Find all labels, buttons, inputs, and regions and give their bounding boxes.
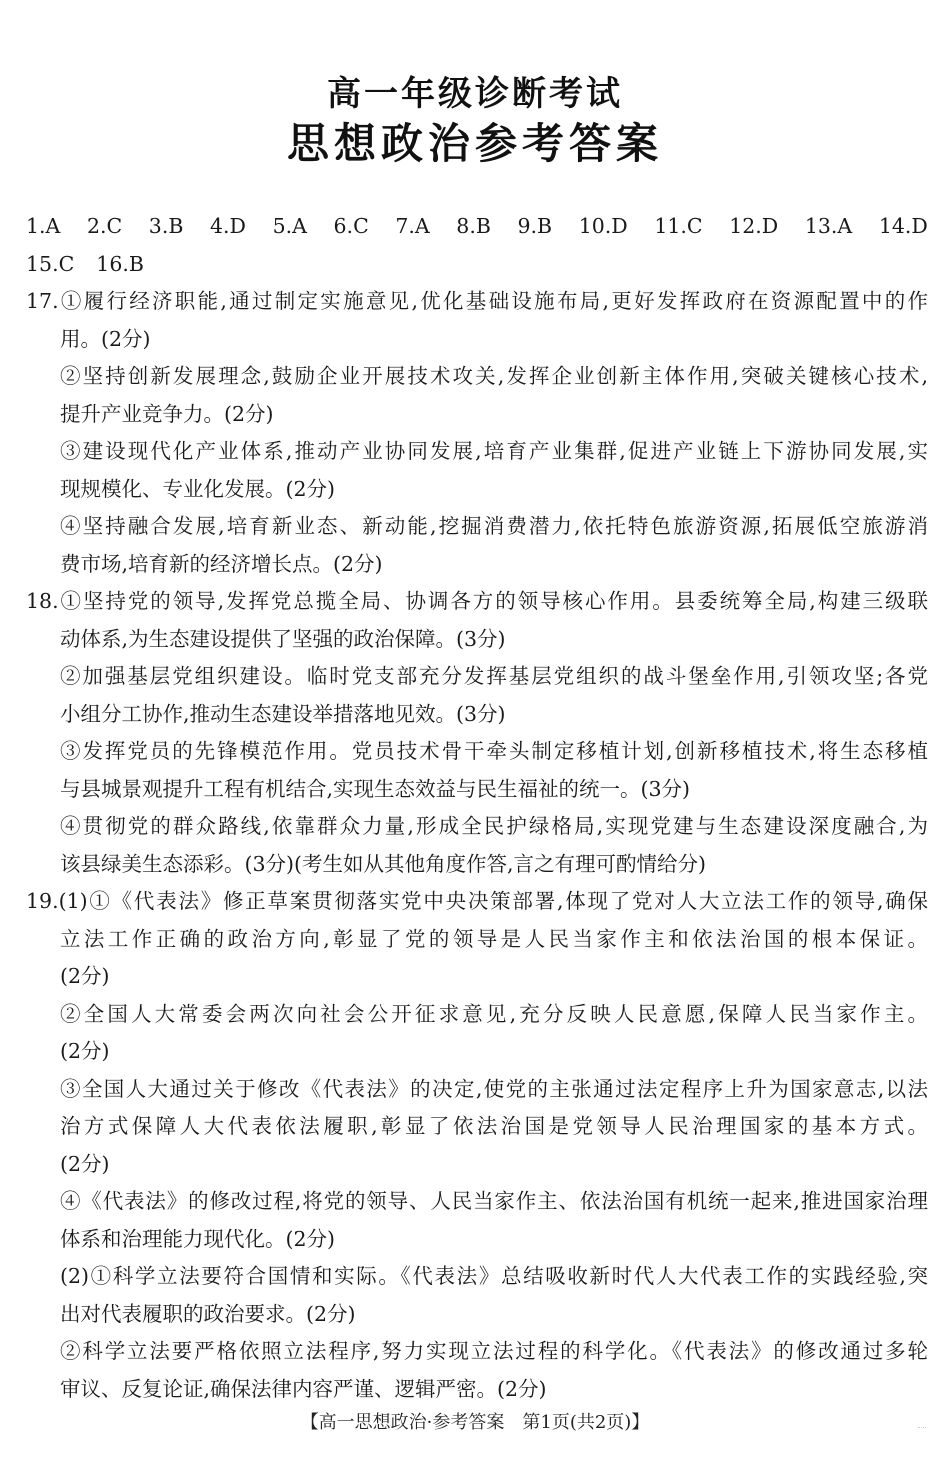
mc-answer: 5.A — [272, 214, 307, 238]
mc-answer: 1.A — [26, 214, 61, 238]
answer-line: ③全国人大通过关于修改《代表法》的决定,使党的主张通过法定程序上升为国家意志,以法 — [60, 1076, 928, 1101]
answer-line: 与县城景观提升工程有机结合,实现生态效益与民生福祉的统一。(3分) — [60, 776, 691, 801]
answer-line: ④贯彻党的群众路线,依靠群众力量,形成全民护绿格局,实现党建与生态建设深度融合,为 — [60, 814, 928, 838]
mc-answer: 4.D — [209, 214, 246, 238]
mc-answer: 12.D — [729, 214, 779, 238]
answer-line: ②加强基层党组织建设。临时党支部充分发挥基层党组织的战斗堡垒作用,引领攻坚;各党 — [60, 664, 928, 688]
multiple-choice-row-1 — [26, 208, 928, 246]
mc-answer: 15.C — [26, 251, 75, 276]
answer-line: 立法工作正确的政治方向,彰显了党的领导是人民当家作主和依法治国的根本保证。 — [60, 926, 928, 951]
answer-line: (2分) — [60, 964, 110, 988]
mc-answer: 11.C — [654, 214, 703, 238]
answer-line: 提升产业竞争力。(2分) — [60, 401, 274, 426]
question-18 — [26, 583, 928, 883]
answer-line: 治方式保障人大代表依法履职,彰显了依法治国是党领导人民治理国家的基本方式。 — [60, 1114, 928, 1138]
answer-line: ②坚持创新发展理念,鼓励企业开展技术攻关,发挥企业创新主体作用,突破关键核心技术, — [60, 364, 928, 388]
answer-line: 体系和治理能力现代化。(2分) — [60, 1226, 336, 1251]
mc-answer: 3.B — [148, 214, 184, 238]
mc-answer: 9.B — [517, 214, 553, 238]
mc-answer: 8.B — [456, 214, 491, 238]
answer-line: 17.①履行经济职能,通过制定实施意见,优化基础设施布局,更好发挥政府在资源配置中的作 — [26, 289, 928, 313]
answer-line: 审议、反复论证,确保法律内容严谨、逻辑严密。(2分) — [60, 1376, 547, 1401]
answer-line: ③发挥党员的先锋模范作用。党员技术骨干牵头制定移植计划,创新移植技术,将生态移植 — [60, 739, 928, 763]
document-title: 高一年级诊断考试 — [327, 74, 623, 114]
answer-line: 动体系,为生态建设提供了坚强的政治保障。(3分) — [60, 626, 506, 651]
answer-line: 小组分工协作,推动生态建设举措落地见效。(3分) — [60, 701, 506, 726]
answer-line: 用。(2分) — [60, 326, 151, 351]
answer-line: ②科学立法要严格依照立法程序,努力实现立法过程的科学化。《代表法》的修改通过多轮 — [60, 1339, 928, 1363]
mc-answer: 2.C — [86, 214, 123, 238]
answer-line: 现规模化、专业化发展。(2分) — [60, 476, 336, 501]
answer-line: ②全国人大常委会两次向社会公开征求意见,充分反映人民意愿,保障人民当家作主。 — [60, 1001, 928, 1026]
mc-answer: 14.D — [878, 214, 928, 238]
answer-line: 18.①坚持党的领导,发挥党总揽全局、协调各方的领导核心作用。县委统筹全局,构建三级联 — [26, 589, 928, 613]
mc-answer: 7.A — [395, 214, 430, 238]
mc-answer: 6.C — [333, 214, 369, 238]
answer-line: 费市场,培育新的经济增长点。(2分) — [60, 551, 383, 576]
answer-content — [26, 208, 928, 1408]
question-19 — [26, 883, 928, 1408]
scan-mark — [918, 1427, 926, 1430]
answer-line: (2分) — [60, 1039, 110, 1063]
answer-line: ④《代表法》的修改过程,将党的领导、人民当家作主、依法治国有机统一起来,推进国家治理 — [60, 1189, 928, 1213]
document-subtitle: 思想政治参考答案 — [286, 119, 663, 168]
answer-line: 出对代表履职的政治要求。(2分) — [60, 1301, 356, 1326]
page-footer: 【高一思想政治·参考答案 第1页(共2页)】 — [300, 1412, 650, 1433]
answer-line: ④坚持融合发展,培育新业态、新动能,挖掘消费潜力,依托特色旅游资源,拓展低空旅游消 — [60, 514, 928, 538]
answer-line: ③建设现代化产业体系,推动产业协同发展,培育产业集群,促进产业链上下游协同发展,实 — [60, 439, 928, 463]
mc-answer: 10.D — [578, 214, 628, 238]
answer-line: (2分) — [60, 1151, 110, 1176]
question-17 — [26, 283, 928, 583]
answer-line: (2)①科学立法要符合国情和实际。《代表法》总结吸收新时代人大代表工作的实践经验,突 — [60, 1264, 928, 1288]
multiple-choice-row-2 — [26, 246, 928, 284]
mc-answer: 16.B — [96, 251, 144, 276]
mc-answer: 13.A — [804, 214, 853, 238]
answer-line: 该县绿美生态添彩。(3分)(考生如从其他角度作答,言之有理可酌情给分) — [60, 851, 707, 876]
answer-line: 19.(1)①《代表法》修正草案贯彻落实党中央决策部署,体现了党对人大立法工作的领导,确保 — [26, 889, 928, 913]
